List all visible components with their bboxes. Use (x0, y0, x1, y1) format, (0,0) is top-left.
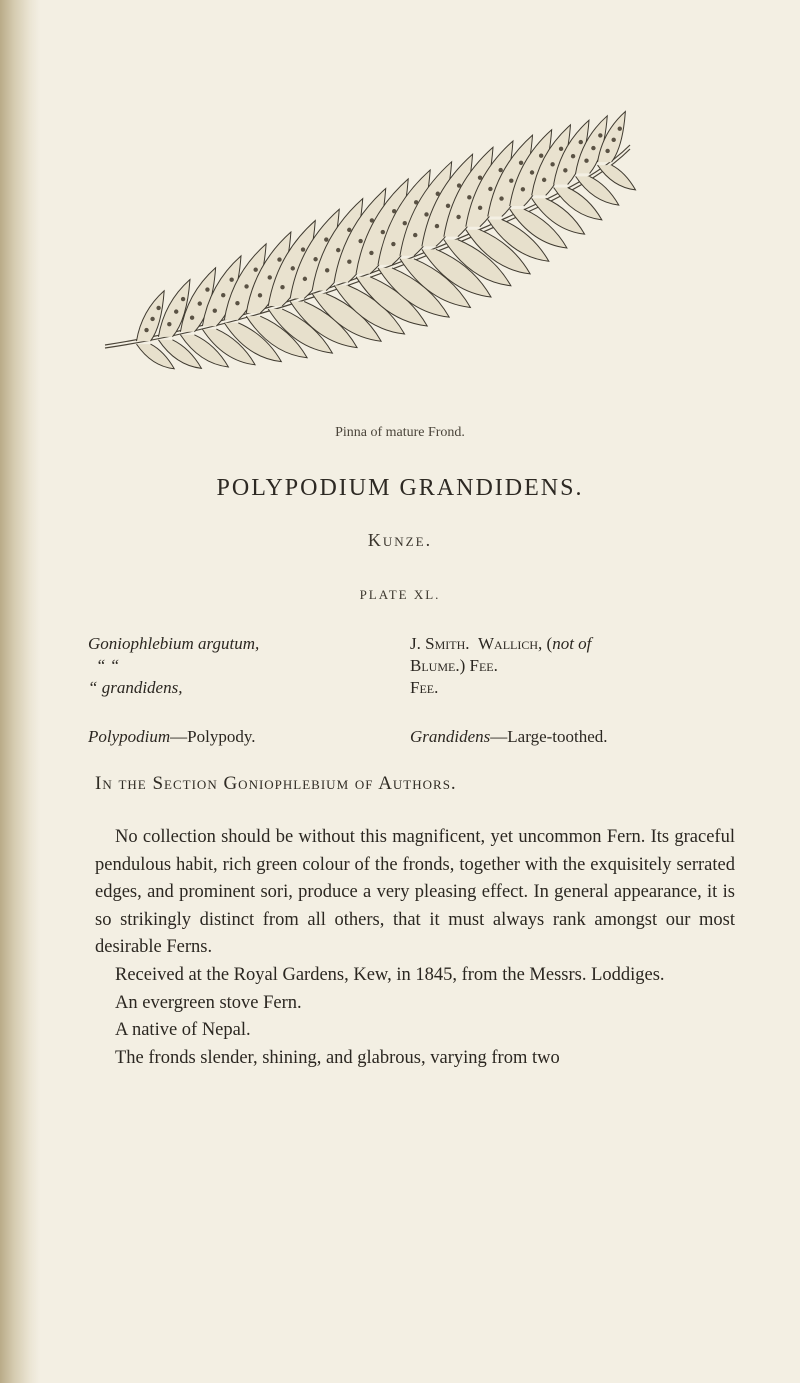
page-gutter (0, 0, 40, 1383)
sorus-dot (303, 277, 307, 281)
sorus-dot (235, 301, 239, 305)
sorus-dot (144, 328, 148, 332)
species-title: POLYPODIUM GRANDIDENS. (216, 475, 584, 501)
sorus-dot (205, 287, 209, 291)
paragraph: A native of Nepal. (115, 1020, 251, 1041)
sorus-dot (499, 196, 503, 200)
sorus-dot (509, 178, 513, 182)
sorus-dot (436, 192, 440, 196)
sorus-dot (381, 230, 385, 234)
sorus-dot (229, 278, 233, 282)
sorus-dot (325, 268, 329, 272)
sorus-dot (563, 168, 567, 172)
sorus-dot (347, 228, 351, 232)
sorus-dot (291, 266, 295, 270)
authority: J. Smith. (410, 634, 470, 653)
species-etymology (410, 727, 608, 747)
synonyms-left (88, 633, 368, 699)
sorus-dot (618, 126, 622, 130)
synonym-authority-line: Blume.) Fee. (410, 656, 498, 675)
sorus-dot (579, 140, 583, 144)
sorus-dot (391, 242, 395, 246)
sorus-dot (446, 204, 450, 208)
sorus-dot (190, 316, 194, 320)
sorus-dot (413, 233, 417, 237)
sorus-dot (571, 154, 575, 158)
sorus-dot (213, 308, 217, 312)
sorus-dot (244, 284, 248, 288)
sorus-dot (539, 154, 543, 158)
sorus-dot (370, 218, 374, 222)
species-meaning: —Large-toothed. (490, 727, 608, 746)
plate-number: PLATE XL. (359, 587, 441, 602)
sorus-dot (478, 206, 482, 210)
sorus-dot (324, 237, 328, 241)
sorus-dot (392, 209, 396, 213)
figure-caption: Pinna of mature Frond. (335, 425, 465, 440)
paragraph: An evergreen stove Fern. (115, 992, 302, 1013)
sorus-dot (478, 175, 482, 179)
sorus-dot (424, 212, 428, 216)
species-name: Grandidens (410, 727, 491, 746)
sorus-dot (403, 221, 407, 225)
sorus-dot (521, 187, 525, 191)
sorus-dot (258, 293, 262, 297)
synonym-authority-line: Fee. (410, 678, 439, 697)
description (95, 824, 735, 1072)
sorus-dot (181, 297, 185, 301)
sorus-dot (414, 200, 418, 204)
sorus-dot (591, 146, 595, 150)
genus-etymology (88, 727, 255, 747)
sorus-dot (313, 257, 317, 261)
synonym-authority-line (410, 633, 770, 655)
synonym-line: “ “ (96, 656, 120, 675)
paragraph: Received at the Royal Gardens, Kew, in 1845, from the Messrs. Loddiges. (115, 964, 665, 985)
section-heading: In the Section Goniophlebium of Authors. (95, 773, 457, 794)
author-name: Kunze. (367, 530, 433, 550)
sorus-dot (611, 138, 615, 142)
sorus-dot (150, 317, 154, 321)
sorus-dot (198, 301, 202, 305)
synonym-line: “ grandidens, (88, 678, 183, 697)
synonym-line: Goniophlebium argutum, (88, 634, 260, 653)
sorus-dot (457, 183, 461, 187)
sorus-dot (605, 149, 609, 153)
sorus-dot (280, 285, 284, 289)
sorus-dot (488, 187, 492, 191)
sorus-dot (467, 195, 471, 199)
sorus-dot (167, 322, 171, 326)
sorus-dot (519, 161, 523, 165)
paragraph: No collection should be without this magnificent, yet uncommon Fern. Its graceful pendulous habit, rich green colour of the fronds, together with the exquisitely serrated edges, and prominent sori, produce a very pleasing effect. In general appearance, it is so strikingly distinct from all others, that it must always rank amongst our most desirable Ferns. (95, 827, 735, 958)
sorus-dot (584, 159, 588, 163)
sorus-dot (550, 162, 554, 166)
fern-pinna-illustration (85, 25, 645, 420)
genus-name: Polypodium (88, 727, 171, 746)
authority: Wallich, ( (477, 634, 553, 653)
paragraph: The fronds slender, shining, and glabrous, varying from two (115, 1047, 560, 1068)
sorus-dot (369, 251, 373, 255)
sorus-dot (277, 257, 281, 261)
sorus-dot (253, 267, 257, 271)
sorus-dot (598, 133, 602, 137)
sorus-dot (530, 170, 534, 174)
sorus-dot (301, 247, 305, 251)
sorus-dot (268, 275, 272, 279)
sorus-dot (174, 309, 178, 313)
sorus-dot (358, 239, 362, 243)
sorus-dot (456, 215, 460, 219)
synonyms-right (410, 633, 770, 699)
sorus-dot (542, 178, 546, 182)
sorus-dot (498, 168, 502, 172)
sorus-dot (347, 260, 351, 264)
sorus-dot (559, 147, 563, 151)
sorus-dot (435, 224, 439, 228)
sorus-dot (156, 306, 160, 310)
authority-note: not of (552, 634, 592, 653)
sorus-dot (336, 248, 340, 252)
sorus-dot (221, 293, 225, 297)
genus-meaning: —Polypody. (170, 727, 256, 746)
